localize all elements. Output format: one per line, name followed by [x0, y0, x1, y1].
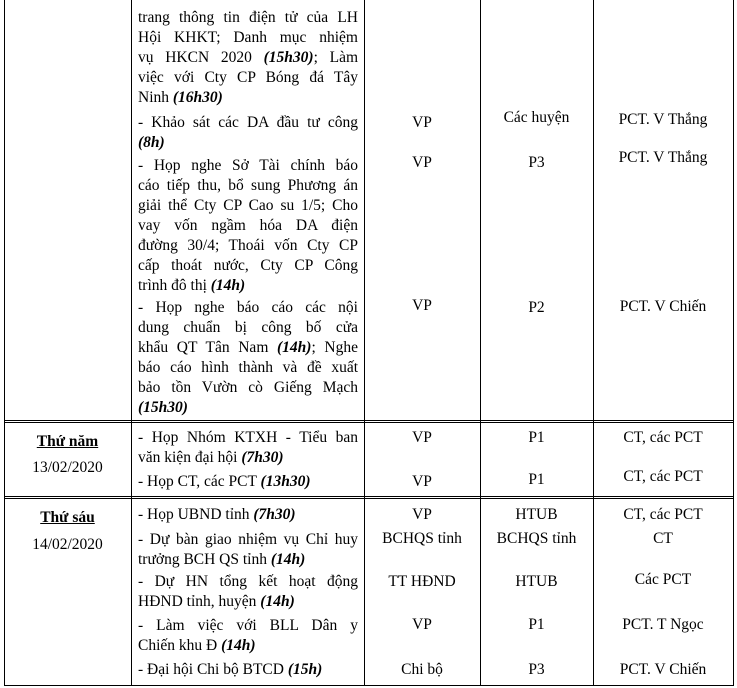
room: P3: [528, 154, 545, 171]
task-line: Hội KHKT; Danh mục nhiệm: [138, 29, 358, 46]
task-hop-ubnd: [138, 505, 358, 525]
task-line: - Họp CT, các PCT (13h30): [138, 473, 311, 490]
room: P3: [528, 661, 545, 678]
room: HTUB: [515, 506, 558, 523]
place: VP: [412, 154, 432, 171]
task-hn-tong-ket: [138, 572, 358, 612]
task-line: - Họp nghe báo cáo các nội: [138, 299, 358, 316]
table-border-left: [4, 0, 5, 686]
room: P2: [528, 299, 545, 316]
place: VP: [412, 616, 432, 633]
place: VP: [412, 473, 432, 490]
task-line: Chiến khu Đ (14h): [138, 637, 256, 654]
day-label: Thứ sáu: [40, 509, 95, 526]
task-khao-sat: [138, 113, 358, 153]
task-line: cấp thoát nước, Cty CP Công: [138, 257, 358, 274]
task-line: - Dự HN tổng kết hoạt động: [138, 573, 358, 590]
place: VP: [412, 297, 432, 314]
task-hop-ct: [138, 472, 358, 492]
task-ban-giao: [138, 530, 358, 570]
task-line: văn kiện đại hội (7h30): [138, 449, 284, 466]
task-line: - Đại hội Chi bộ BTCD (15h): [138, 661, 323, 678]
attendee: PCT. V Chiến: [619, 661, 707, 678]
attendee: PCT. T Ngọc: [622, 616, 704, 633]
room: P1: [528, 429, 545, 446]
task-line: - Làm việc với BLL Dân y: [138, 617, 358, 634]
attendee: CT, các PCT: [623, 429, 703, 446]
room: HTUB: [515, 573, 558, 590]
place: TT HĐND: [388, 573, 456, 590]
task-line: dung chuẩn bị công bố cửa: [138, 319, 358, 336]
attendee: CT, các PCT: [623, 506, 703, 523]
task-lam-viec-bll: [138, 616, 358, 656]
task-dai-hoi-chi-bo: [138, 660, 358, 680]
task-line: trưởng BCH QS tỉnh (14h): [138, 551, 306, 568]
task-hop-nhom-ktxh: [138, 428, 358, 468]
task-line: HĐND tỉnh, huyện (14h): [138, 593, 295, 610]
task-line: - Họp UBND tỉnh (7h30): [138, 506, 296, 523]
task-line: - Khảo sát các DA đầu tư công: [138, 114, 358, 131]
schedule-table: [4, 0, 734, 686]
task-hop-cua-khau: [138, 298, 358, 418]
place: Chi bộ: [401, 661, 443, 678]
place: BCHQS tỉnh: [382, 530, 462, 547]
task-line: (8h): [138, 134, 165, 151]
day-label: Thứ năm: [36, 433, 99, 450]
room: BCHQS tỉnh: [496, 530, 577, 547]
room: P1: [528, 471, 545, 488]
task-hop-so-tai-chinh: [138, 156, 358, 296]
row-divider-thu: [4, 420, 734, 423]
day-date: 14/02/2020: [32, 536, 103, 553]
task-line: bảo tồn Vườn cò Giếng Mạch: [138, 379, 358, 396]
room: P1: [528, 616, 545, 633]
task-line: vay vốn ngầm hóa DA điện: [138, 217, 358, 234]
task-line: - Dự bàn giao nhiệm vụ Chỉ huy: [138, 531, 358, 548]
task-line: (15h30): [138, 399, 188, 416]
task-continued: [138, 8, 358, 108]
attendee: Các PCT: [634, 571, 692, 588]
task-line: giải thể Cty CP Cao su 1/5; Cho: [138, 197, 358, 214]
task-line: việc với Cty CP Bóng đá Tây: [138, 69, 358, 86]
task-line: đường 30/4; Thoái vốn Cty CP: [138, 237, 358, 254]
task-line: - Họp Nhóm KTXH - Tiểu ban: [138, 429, 358, 446]
task-line: vụ HKCN 2020 (15h30); Làm: [138, 49, 358, 66]
attendee: PCT. V Thắng: [618, 149, 708, 166]
task-line: trình đô thị (14h): [138, 277, 246, 294]
table-border-bottom: [4, 685, 734, 686]
place: VP: [412, 506, 432, 523]
day-date: 13/02/2020: [32, 459, 103, 476]
attendee: PCT. V Thắng: [618, 111, 708, 128]
task-line: khẩu QT Tân Nam (14h); Nghe: [138, 339, 358, 356]
attendee: CT, các PCT: [623, 468, 703, 485]
place: VP: [412, 429, 432, 446]
table-border-right: [733, 0, 734, 686]
task-line: báo cáo hình thành và đề xuất: [138, 359, 358, 376]
task-line: - Họp nghe Sở Tài chính báo: [138, 157, 358, 174]
task-line: Ninh (16h30): [138, 89, 223, 106]
attendee: CT: [653, 530, 673, 547]
col-divider-1: [131, 0, 132, 686]
row-divider-fri: [4, 496, 734, 499]
task-line: trang thông tin điện tử của LH: [138, 9, 358, 26]
attendee: PCT. V Chiến: [619, 298, 707, 315]
task-line: cáo tiếp thu, bổ sung Phương án: [138, 177, 358, 194]
room: Các huyện: [503, 109, 570, 126]
place: VP: [412, 114, 432, 131]
